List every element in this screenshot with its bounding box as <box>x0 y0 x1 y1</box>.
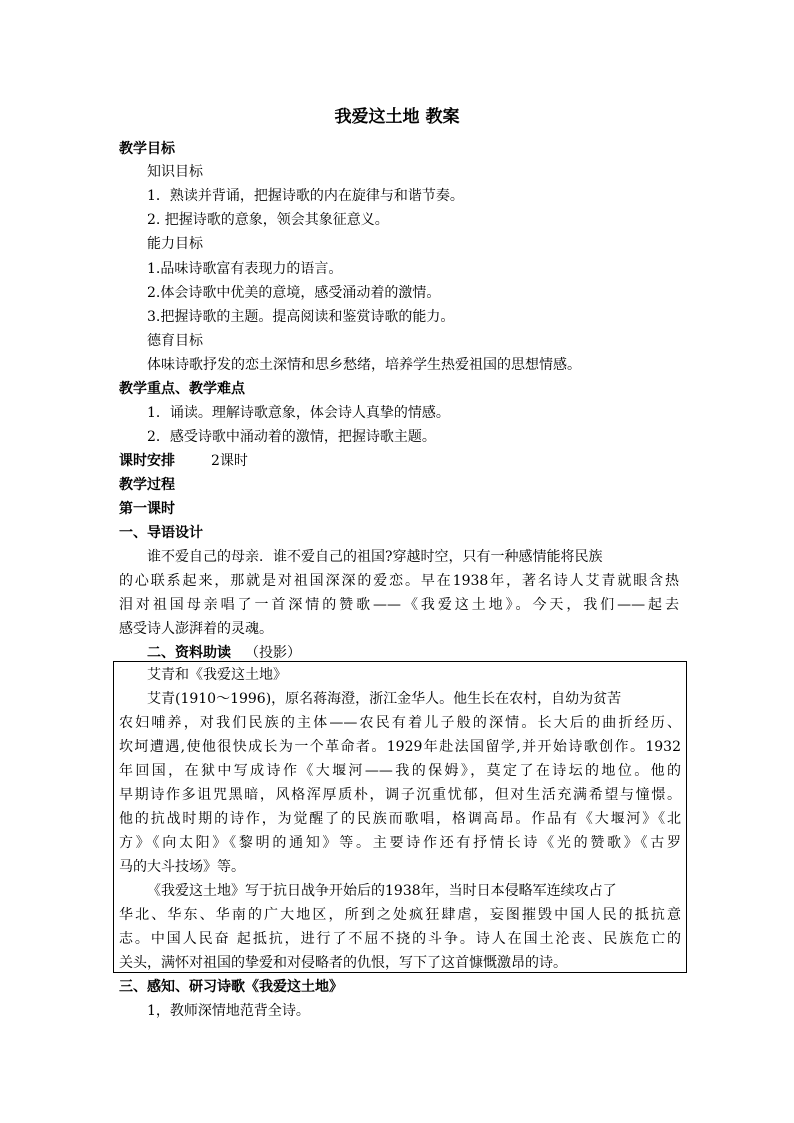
box-line-2: 农妇哺养，对我们民族的主体——农民有着儿子般的深情。长大后的曲折经历、 <box>119 715 681 731</box>
material-note: （投影） <box>245 645 301 661</box>
box-line-12: 关头，满怀对祖国的挚爱和对侵略者的仇恨，写下了这首慷慨激昂的诗。 <box>119 955 567 971</box>
key-point-2: 2．感受诗歌中涌动着的激情，把握诗歌主题。 <box>147 429 436 445</box>
material-row <box>147 643 301 663</box>
box-line-5: 早期诗作多诅咒黑暗，风格浑厚质朴，调子沉重忧郁，但对生活充满希望与憧憬。 <box>119 787 681 803</box>
box-line-8: 马的大斗技场》等。 <box>119 859 245 875</box>
study-item-1: 1，教师深情地范背全诗。 <box>147 1003 310 1019</box>
box-line-11: 志。中国人民奋 起抵抗，进行了不屈不挠的斗争。诗人在国土沦丧、民族危亡的 <box>119 931 681 947</box>
schedule-value: 2课时 <box>211 453 248 469</box>
schedule-row <box>119 451 248 471</box>
box-line-7: 方》《向太阳》《黎明的通知》等。主要诗作还有抒情长诗《光的赞歌》《古罗 <box>119 835 681 851</box>
ability-item-3: 3.把握诗歌的主题。提高阅读和鉴赏诗歌的能力。 <box>147 309 455 325</box>
moral-item-1: 体味诗歌抒发的恋土深情和思乡愁绪，培养学生热爱祖国的思想情感。 <box>147 357 581 373</box>
box-line-1: 艾青(1910～1996)，原名蒋海澄，浙江金华人。他生长在农村，自幼为贫苦 <box>147 691 622 707</box>
heading-poem-study: 三、感知、研习诗歌《我爱这土地》 <box>119 979 343 995</box>
intro-line-3: 泪对祖国母亲唱了一首深情的赞歌——《我爱这土地》。今天，我们——起去 <box>119 597 679 613</box>
subheading-knowledge-goals: 知识目标 <box>147 164 203 180</box>
box-line-9: 《我爱这土地》写于抗日战争开始后的1938年，当时日本侵略军连续攻占了 <box>147 883 617 899</box>
box-title: 艾青和《我爱这土地》 <box>147 667 287 683</box>
intro-line-4: 感受诗人澎湃着的灵魂。 <box>119 621 273 637</box>
heading-first-lesson: 第一课时 <box>119 501 175 517</box>
intro-line-2: 的心联系起来，那就是对祖国深深的爱恋。早在1938年，著名诗人艾青就眼含热 <box>119 573 679 589</box>
box-line-4: 年回国，在狱中写成诗作《大堰河——我的保姆》，莫定了在诗坛的地位。他的 <box>119 763 681 779</box>
subheading-moral-goals: 德育目标 <box>147 333 203 349</box>
heading-teaching-process: 教学过程 <box>119 477 175 493</box>
heading-material-reading: 二、资料助读 <box>147 645 231 661</box>
heading-intro-design: 一、导语设计 <box>119 525 203 541</box>
box-line-6: 他的抗战时期的诗作，为觉醒了的民族而歌唱，格调高昂。作品有《大堰河》《北 <box>119 811 681 827</box>
intro-line-1: 谁不爱自己的母亲．谁不爱自己的祖国?穿越时空，只有一种感情能将民族 <box>147 549 603 565</box>
box-line-10: 华北、华东、华南的广大地区，所到之处疯狂肆虐，妄图摧毁中国人民的抵抗意 <box>119 907 681 923</box>
ability-item-2: 2.体会诗歌中优美的意境，感受涌动着的激情。 <box>147 285 441 301</box>
heading-teaching-goals: 教学目标 <box>119 141 175 157</box>
subheading-ability-goals: 能力目标 <box>147 236 203 252</box>
knowledge-item-2: 2. 把握诗歌的意象，领会其象征意义。 <box>147 212 389 228</box>
key-point-1: 1．诵读。理解诗歌意象，体会诗人真挚的情感。 <box>147 405 450 421</box>
ability-item-1: 1.品味诗歌富有表现力的语言。 <box>147 261 343 277</box>
heading-schedule: 课时安排 <box>119 453 175 469</box>
box-line-3: 坎坷遭遇,使他很快成长为一个革命者。1929年赴法国留学,并开始诗歌创作。1932 <box>119 739 681 755</box>
document-title: 我爱这土地 教案 <box>334 107 460 127</box>
knowledge-item-1: 1．熟读并背诵，把握诗歌的内在旋律与和谐节奏。 <box>147 188 464 204</box>
heading-key-points: 教学重点、教学难点 <box>119 381 245 397</box>
